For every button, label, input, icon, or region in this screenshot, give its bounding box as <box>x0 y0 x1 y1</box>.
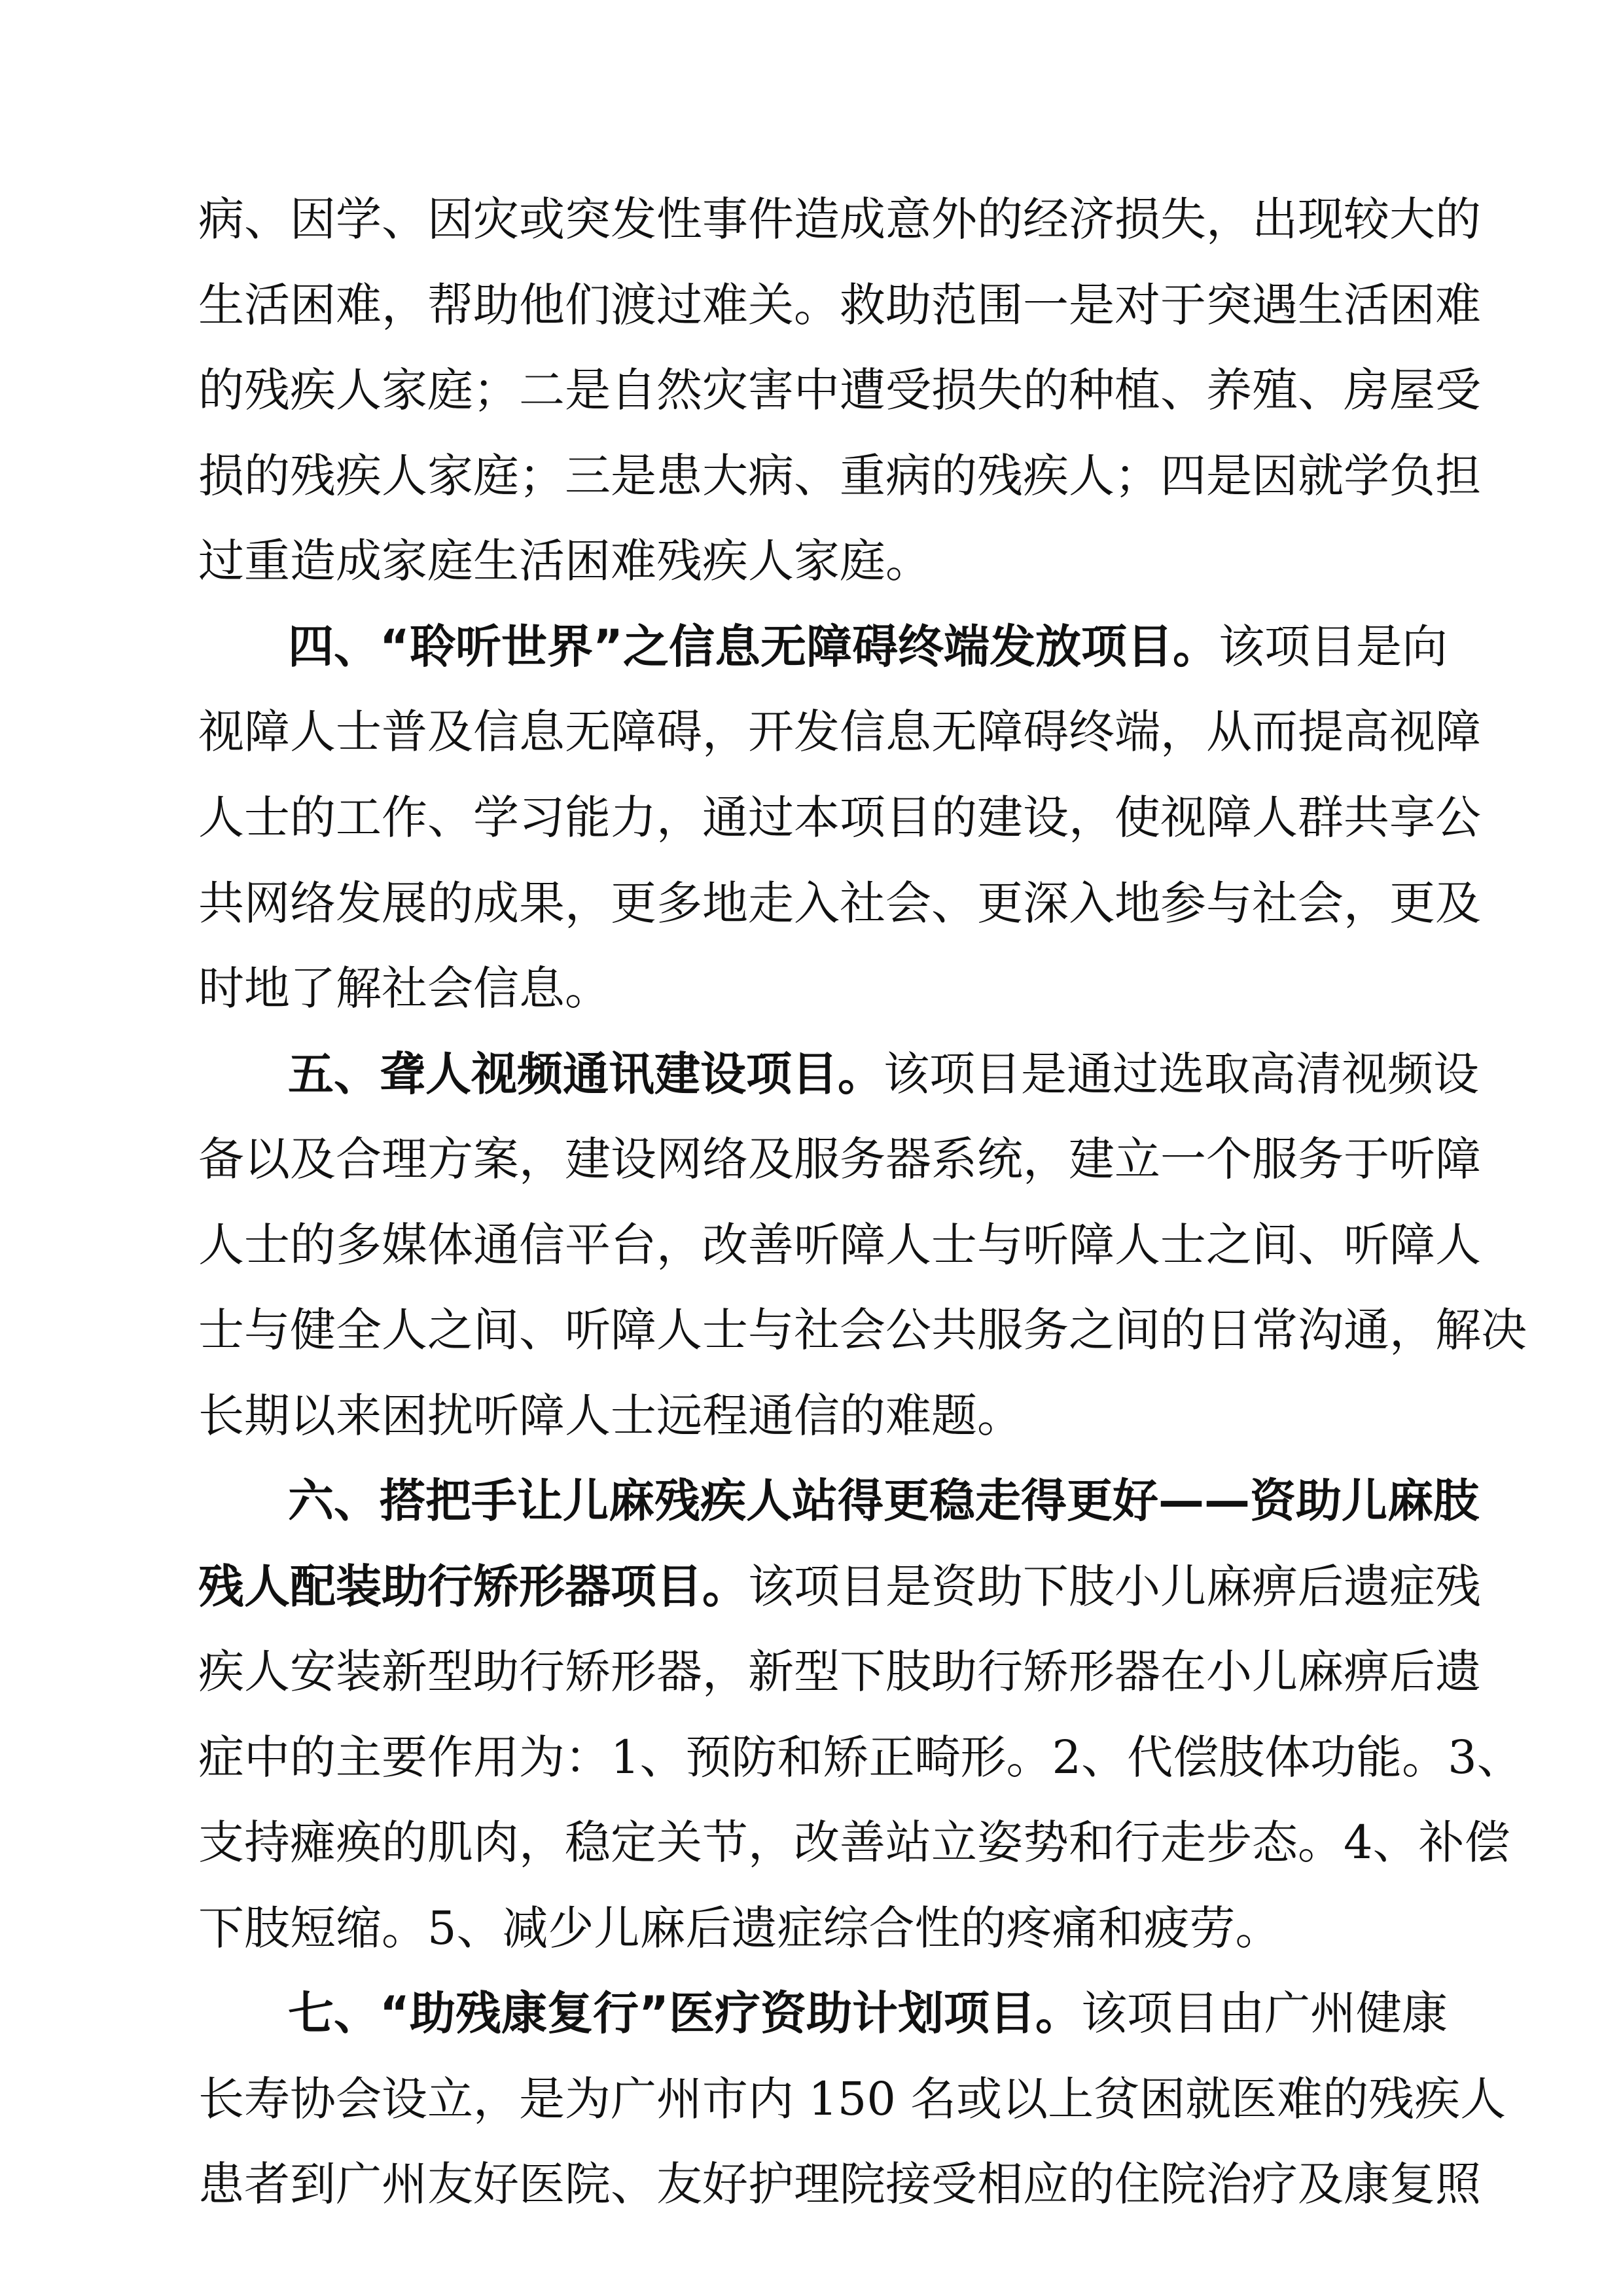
text-line: 士与健全人之间、听障人士与社会公共服务之间的日常沟通，解决 <box>198 1303 1527 1357</box>
section-heading: 六、搭把手让儿麻残疾人站得更稳走得更好——资助儿麻肢 <box>288 1474 1479 1528</box>
text-line: 视障人士普及信息无障碍，开发信息无障碍终端，从而提高视障 <box>198 705 1481 759</box>
text-line: 人士的工作、学习能力，通过本项目的建设，使视障人群共享公 <box>198 791 1481 844</box>
text-line: 患者到广州友好医院、友好护理院接受相应的住院治疗及康复照 <box>198 2157 1481 2211</box>
paragraph-7-start: 七、“助残康复行”医疗资助计划项目。该项目由广州健康 <box>288 1986 1448 2040</box>
text-line: 病、因学、因灾或突发性事件造成意外的经济损失，出现较大的 <box>198 192 1481 246</box>
paragraph-4-start: 四、“聆听世界”之信息无障碍终端发放项目。该项目是向 <box>288 620 1448 673</box>
text-line: 损的残疾人家庭；三是患大病、重病的残疾人；四是因就学负担 <box>198 449 1481 503</box>
section-heading: 五、聋人视频通讯建设项目。 <box>288 1047 883 1101</box>
text-line: 时地了解社会信息。 <box>198 961 611 1015</box>
text-line: 长期以来困扰听障人士远程通信的难题。 <box>198 1389 1023 1443</box>
paragraph-5-start: 五、聋人视频通讯建设项目。该项目是通过选取高清视频设 <box>288 1047 1479 1101</box>
text-line: 备以及合理方案，建设网络及服务器系统，建立一个服务于听障 <box>198 1132 1481 1186</box>
text-line: 疾人安装新型助行矫形器，新型下肢助行矫形器在小儿麻痹后遗 <box>198 1645 1481 1698</box>
text-line: 共网络发展的成果，更多地走入社会、更深入地参与社会，更及 <box>198 876 1481 930</box>
text-line: 残人配装助行矫形器项目。该项目是资助下肢小儿麻痹后遗症残 <box>198 1560 1481 1613</box>
section-heading: 残人配装助行矫形器项目。 <box>198 1560 748 1613</box>
text-line: 生活困难，帮助他们渡过难关。救助范围一是对于突遇生活困难 <box>198 278 1481 332</box>
text-line: 支持瘫痪的肌肉，稳定关节，改善站立姿势和行走步态。4、补偿 <box>198 1816 1510 1869</box>
section-heading: 四、“聆听世界”之信息无障碍终端发放项目。 <box>288 620 1219 673</box>
paragraph-6-start <box>288 1465 1479 1537</box>
section-heading: 七、“助残康复行”医疗资助计划项目。 <box>288 1986 1082 2040</box>
text-line: 过重造成家庭生活困难残疾人家庭。 <box>198 534 931 588</box>
text-line: 下肢短缩。5、减少儿麻后遗症综合性的疼痛和疲劳。 <box>198 1901 1281 1955</box>
text-line: 的残疾人家庭；二是自然灾害中遭受损失的种植、养殖、房屋受 <box>198 363 1481 417</box>
text-line: 人士的多媒体通信平台，改善听障人士与听障人士之间、听障人 <box>198 1218 1481 1272</box>
text-line: 长寿协会设立，是为广州市内 150 名或以上贫困就医难的残疾人 <box>198 2072 1507 2126</box>
text-line: 症中的主要作用为：1、预防和矫正畸形。2、代偿肢体功能。3、 <box>198 1731 1523 1784</box>
